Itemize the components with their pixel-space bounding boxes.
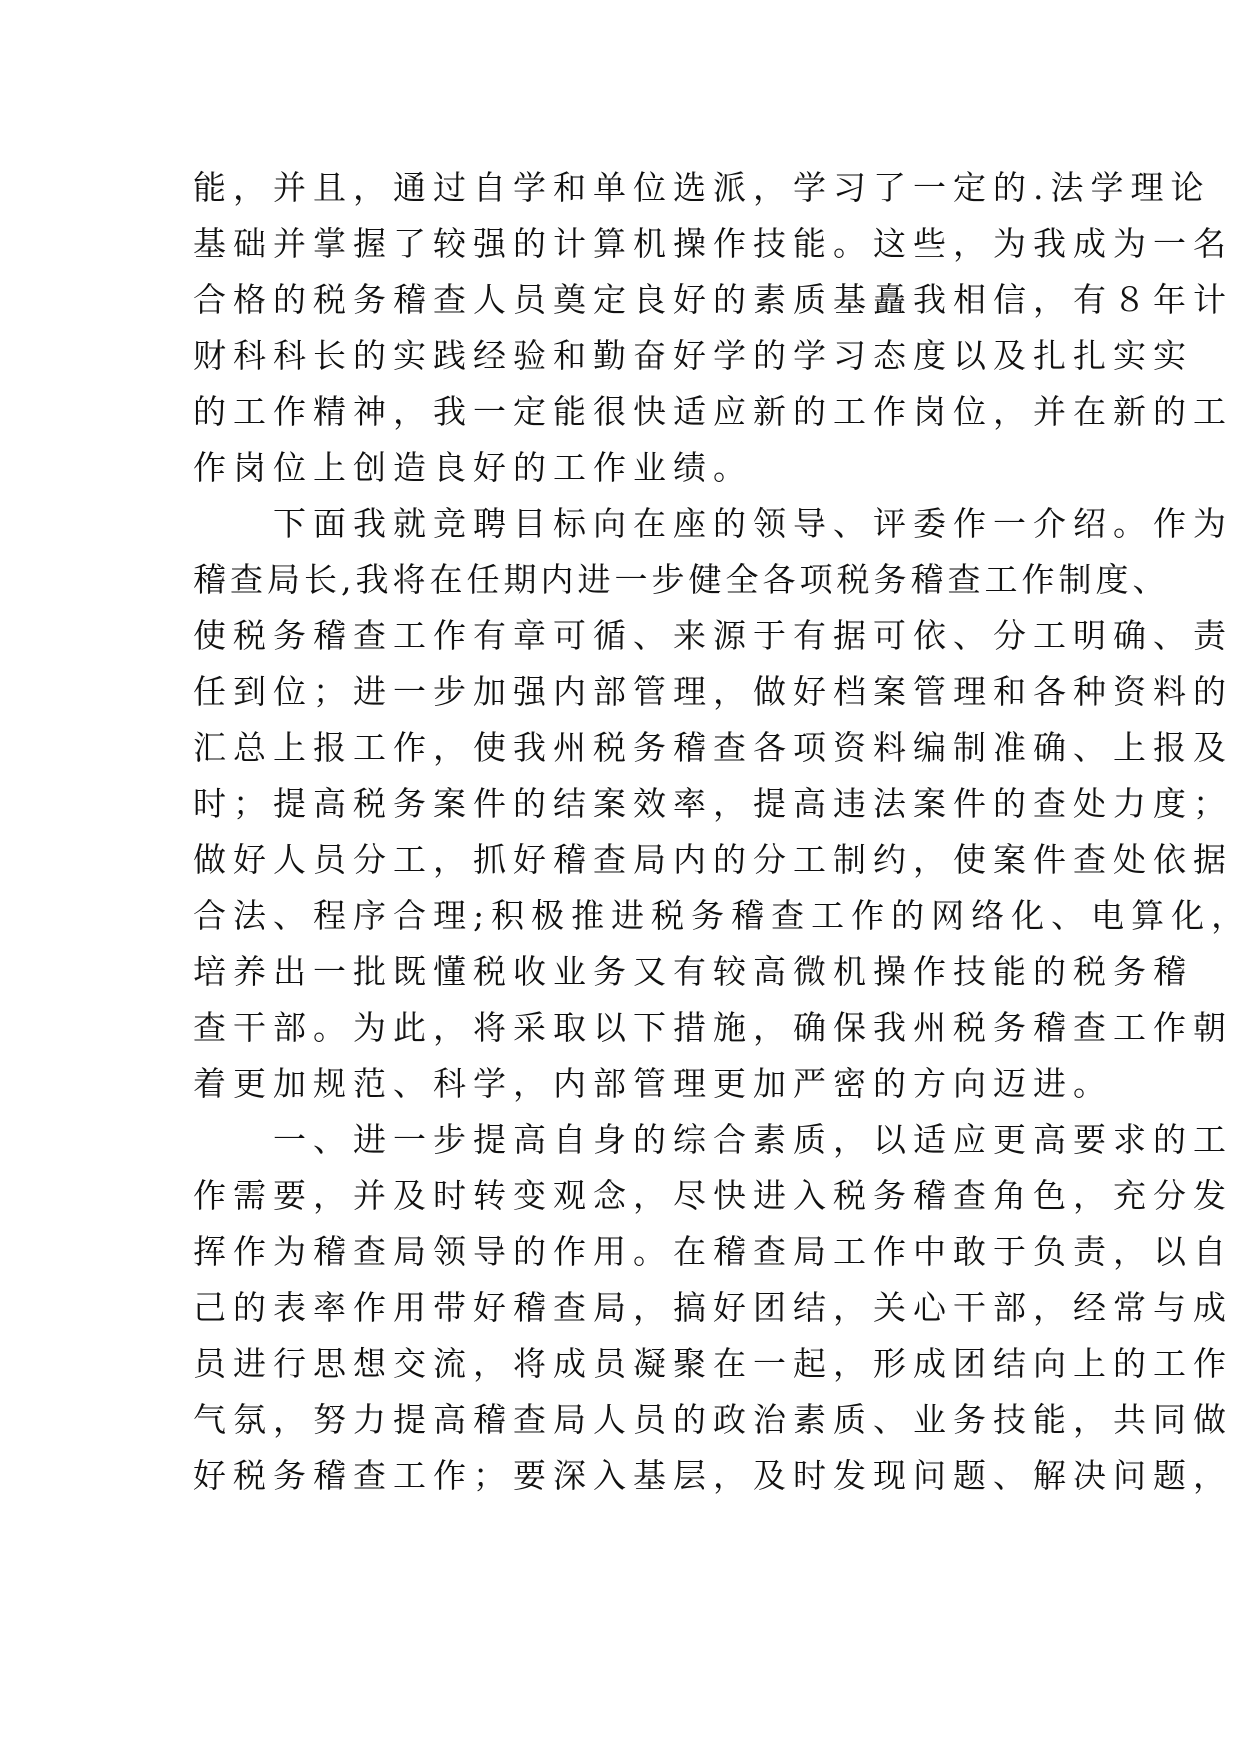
text-line: 员进行思想交流，将成员凝聚在一起，形成团结向上的工作 — [193, 1344, 1233, 1383]
text-line: 使税务稽查工作有章可循、来源于有据可依、分工明确、责 — [193, 616, 1233, 655]
document-body — [193, 160, 1251, 1504]
text-line: 气氛，努力提高稽查局人员的政治素质、业务技能，共同做 — [193, 1400, 1233, 1439]
text-line: 合法、程序合理;积极推进税务稽查工作的网络化、电算化， — [193, 896, 1251, 935]
text-line: 的工作精神，我一定能很快适应新的工作岗位，并在新的工 — [193, 392, 1233, 431]
text-line: 挥作为稽查局领导的作用。在稽查局工作中敢于负责，以自 — [193, 1232, 1233, 1271]
text-line: 稽查局长,我将在任期内进一步健全各项税务稽查工作制度、 — [193, 560, 1170, 599]
paragraph-first-line: 一、进一步提高自身的综合素质，以适应更高要求的工 — [273, 1120, 1233, 1159]
paragraph-first-line: 下面我就竞聘目标向在座的领导、评委作一介绍。作为 — [273, 504, 1233, 543]
text-line: 己的表率作用带好稽查局，搞好团结，关心干部，经常与成 — [193, 1288, 1233, 1327]
text-line: 培养出一批既懂税收业务又有较高微机操作技能的税务稽 — [193, 952, 1193, 991]
text-line: 时；提高税务案件的结案效率，提高违法案件的查处力度； — [193, 784, 1233, 823]
text-line: 作需要，并及时转变观念，尽快进入税务稽查角色，充分发 — [193, 1176, 1233, 1215]
text-line: 汇总上报工作，使我州税务稽查各项资料编制准确、上报及 — [193, 728, 1233, 767]
text-line: 财科科长的实践经验和勤奋好学的学习态度以及扎扎实实 — [193, 336, 1193, 375]
text-line: 任到位；进一步加强内部管理，做好档案管理和各种资料的 — [193, 672, 1233, 711]
text-line: 做好人员分工，抓好稽查局内的分工制约，使案件查处依据 — [193, 840, 1233, 879]
text-line: 查干部。为此，将采取以下措施，确保我州税务稽查工作朝 — [193, 1008, 1233, 1047]
text-line: 基础并掌握了较强的计算机操作技能。这些，为我成为一名 — [193, 224, 1233, 263]
text-line: 好税务稽查工作；要深入基层，及时发现问题、解决问题， — [193, 1456, 1233, 1495]
text-line: 能，并且，通过自学和单位选派，学习了一定的.法学理论 — [193, 168, 1211, 207]
text-line: 着更加规范、科学，内部管理更加严密的方向迈进。 — [193, 1064, 1113, 1103]
text-line: 作岗位上创造良好的工作业绩。 — [193, 448, 753, 487]
text-line: 合格的税务稽查人员奠定良好的素质基矗我相信，有８年计 — [193, 280, 1233, 319]
